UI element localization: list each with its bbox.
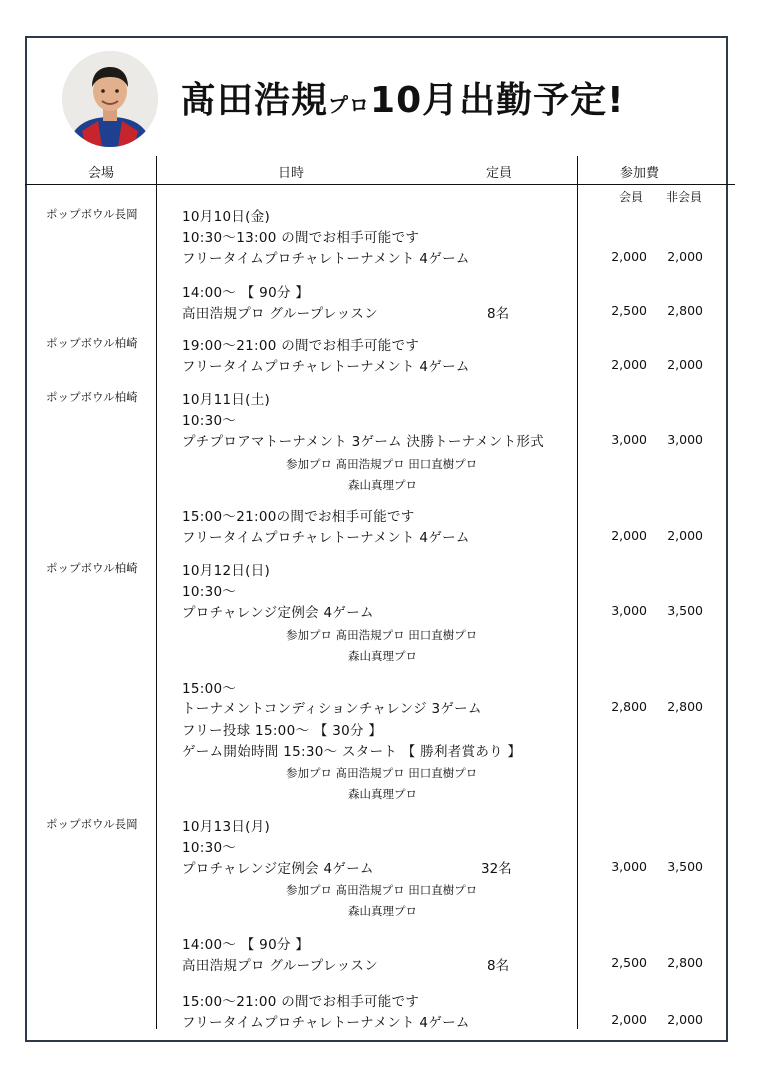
fee-non-member: 3,000 [667, 432, 703, 447]
event-line: フリータイムプロチャレトーナメント 4ゲーム [182, 530, 470, 546]
fee-member: 2,800 [611, 699, 647, 714]
event-line: 高田浩規プロ グループレッスン [182, 306, 379, 322]
participating-pros: 森山真理プロ [348, 904, 417, 918]
fee-non-member: 2,000 [667, 249, 703, 264]
fee-non-member: 3,500 [667, 603, 703, 618]
capacity: 8名 [487, 306, 510, 322]
title-name: 髙田浩規 [180, 80, 329, 121]
event-date: 10月13日(月) [182, 819, 271, 835]
participating-pros: 森山真理プロ [348, 787, 417, 801]
venue-label: ポップボウル長岡 [46, 207, 138, 221]
event-line: プロチャレンジ定例会 4ゲーム [182, 605, 374, 621]
fee-non-member: 2,800 [667, 955, 703, 970]
fee-member: 3,000 [611, 432, 647, 447]
fee-non-member: 2,800 [667, 303, 703, 318]
event-line: フリータイムプロチャレトーナメント 4ゲーム [182, 251, 470, 267]
participating-pros: 森山真理プロ [348, 649, 417, 663]
fee-non-member: 2,000 [667, 357, 703, 372]
title-pro: プロ [328, 93, 371, 117]
capacity: 32名 [481, 861, 512, 877]
fee-member: 2,000 [611, 1012, 647, 1027]
venue-label: ポップボウル長岡 [46, 817, 138, 831]
participating-pros: 参加プロ 髙田浩規プロ 田口直樹プロ [286, 457, 478, 471]
fee-member: 2,500 [611, 955, 647, 970]
venue-label: ポップボウル柏崎 [46, 561, 138, 575]
header-member: 会員 [619, 190, 644, 204]
column-divider-venue [156, 156, 157, 1029]
header-non-member: 非会員 [666, 190, 703, 204]
header-fee: 参加費 [620, 166, 660, 181]
capacity: 8名 [487, 958, 510, 974]
event-line: 10:30〜 [182, 840, 237, 856]
event-line: 15:00〜21:00 の間でお相手可能です [182, 994, 420, 1010]
header-capacity: 定員 [486, 166, 513, 181]
event-line: プロチャレンジ定例会 4ゲーム [182, 861, 374, 877]
fee-non-member: 2,000 [667, 1012, 703, 1027]
event-line: 10:30〜 [182, 413, 237, 429]
event-line: 15:00〜21:00の間でお相手可能です [182, 509, 415, 525]
event-line: トーナメントコンディションチャレンジ 3ゲーム [182, 701, 482, 717]
event-line: フリー投球 15:00〜 【 30分 】 [182, 723, 383, 739]
header-rule [25, 184, 735, 185]
profile-photo [62, 51, 158, 147]
event-line: 15:00〜 [182, 681, 237, 697]
fee-member: 3,000 [611, 603, 647, 618]
event-date: 10月10日(金) [182, 209, 271, 225]
fee-member: 3,000 [611, 859, 647, 874]
column-divider-fee [577, 156, 578, 1029]
venue-label: ポップボウル柏崎 [46, 336, 138, 350]
participating-pros: 森山真理プロ [348, 478, 417, 492]
fee-non-member: 3,500 [667, 859, 703, 874]
event-line: 10:30〜13:00 の間でお相手可能です [182, 230, 420, 246]
fee-member: 2,000 [611, 357, 647, 372]
title-rest: 10月出勤予定! [370, 80, 625, 121]
fee-member: 2,000 [611, 528, 647, 543]
event-line: 高田浩規プロ グループレッスン [182, 958, 379, 974]
event-line: 14:00〜 【 90分 】 [182, 937, 310, 953]
event-line: 19:00〜21:00 の間でお相手可能です [182, 338, 420, 354]
header-datetime: 日時 [278, 166, 305, 181]
page-title [180, 72, 625, 123]
event-line: ゲーム開始時間 15:30〜 スタート 【 勝利者賞あり 】 [182, 744, 522, 760]
event-line: プチプロアマトーナメント 3ゲーム 決勝トーナメント形式 [182, 434, 544, 450]
event-line: 14:00〜 【 90分 】 [182, 285, 310, 301]
header-venue: 会場 [88, 166, 115, 181]
participating-pros: 参加プロ 髙田浩規プロ 田口直樹プロ [286, 628, 478, 642]
participating-pros: 参加プロ 髙田浩規プロ 田口直樹プロ [286, 883, 478, 897]
fee-non-member: 2,000 [667, 528, 703, 543]
event-line: 10:30〜 [182, 584, 237, 600]
event-line: フリータイムプロチャレトーナメント 4ゲーム [182, 359, 470, 375]
fee-member: 2,500 [611, 303, 647, 318]
venue-label: ポップボウル柏崎 [46, 390, 138, 404]
participating-pros: 参加プロ 髙田浩規プロ 田口直樹プロ [286, 766, 478, 780]
fee-member: 2,000 [611, 249, 647, 264]
event-date: 10月12日(日) [182, 563, 271, 579]
fee-non-member: 2,800 [667, 699, 703, 714]
event-line: フリータイムプロチャレトーナメント 4ゲーム [182, 1015, 470, 1031]
event-date: 10月11日(土) [182, 392, 271, 408]
